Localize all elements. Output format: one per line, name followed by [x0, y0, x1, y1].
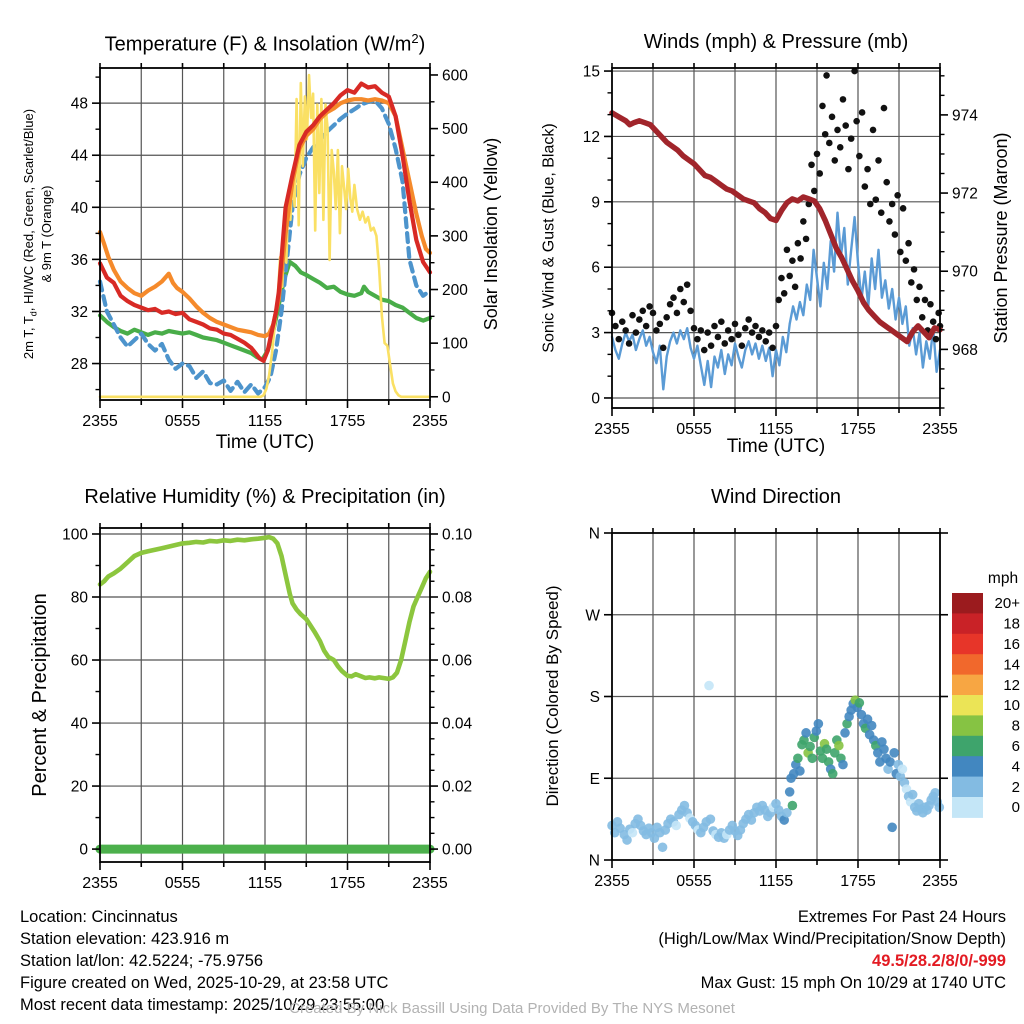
svg-text:100: 100: [62, 526, 88, 544]
humidity-precip-chart: [0, 464, 512, 904]
svg-text:10: 10: [1003, 697, 1020, 715]
svg-text:1155: 1155: [758, 873, 794, 890]
svg-text:0.04: 0.04: [442, 715, 473, 733]
svg-text:2355: 2355: [412, 875, 448, 892]
temperature-insolation-chart: [0, 0, 512, 470]
svg-text:28: 28: [70, 356, 88, 374]
svg-text:2355: 2355: [922, 873, 958, 890]
svg-text:9: 9: [591, 194, 600, 212]
svg-text:16: 16: [1003, 636, 1020, 653]
svg-text:14: 14: [1003, 656, 1020, 674]
svg-text:W: W: [585, 607, 600, 625]
station-latlon: Station lat/lon: 42.5224; -75.9756: [20, 952, 264, 970]
svg-text:12: 12: [1003, 676, 1020, 694]
mesonet-dashboard: 2355 0555 1155 1755 2355 28 32 36 40 44 48 0 100 200 300 400 500 600 2355 0555 1155 1755 2355 0 3 6 9 12 15 968 970 972 974 2355 0555 1155 1755 2355 0 20 40 60 80 100 0.00 0.02 0.04 0.06 0.08 0.10 2355 0555 1155 1755 2355 N E S W N 20+ 18 16 14 12 10 8 6 4 2 0 Temperature (F) & Insolation $(W/m^2)$ Winds (mph) & Pressure (mb) Relative Humidity (%) & Precipitation (in) Wind Direction Time (UTC) Time (UTC) 2m T, $T_d$, HI/WC (Red, Green, Scarlet/Blue) & 9m T (Orange) Solar Insolation (Yellow) Sonic Wind & Gust (Blue, Black) Station Pressure (Maroon) Percent & Precipitation Direction (Colored By Speed) mph Location: Cincinnatus Station elevation: 423.916 m Station lat/lon: 42.5224; -75.9756 Figure created on Wed, 2025-10-29, at 23:58 UTC Most recent data timestamp: 2025/10/29 23:55:00 Extremes For Past 24 Hours (High/Low/Max Wind/Precipitation/Snow Depth) 49.5/28.2/8/0/-999 Max Gust: 15 mph On 10/29 at 1740 UTC Created By Nick Bassill Using Data Provided By The NYS Mesonet: [0, 0, 1024, 1024]
extremes-values: 49.5/28.2/8/0/-999: [872, 952, 1006, 970]
credit-line: Created By Nick Bassill Using Data Provided By The NYS Mesonet: [289, 1000, 735, 1017]
svg-text:2355: 2355: [412, 413, 448, 430]
svg-text:970: 970: [952, 263, 978, 281]
svg-text:974: 974: [952, 107, 978, 125]
ticks: [62, 523, 472, 892]
svg-text:0555: 0555: [676, 873, 712, 890]
wind-direction-chart: [512, 464, 1024, 904]
svg-text:2355: 2355: [594, 421, 630, 438]
title-wind-direction: Wind Direction: [710, 486, 842, 508]
svg-text:0.02: 0.02: [442, 778, 473, 796]
gridlines: [100, 528, 430, 862]
svg-text:2355: 2355: [922, 421, 958, 438]
svg-text:972: 972: [952, 185, 978, 203]
extremes-block: [658, 906, 1006, 994]
svg-text:1755: 1755: [840, 873, 876, 890]
ticks: [585, 526, 958, 891]
svg-text:1155: 1155: [247, 875, 283, 892]
svg-text:968: 968: [952, 341, 978, 359]
title-temperature-insolation: Temperature (F) & Insolation $(W/m^2)$: [104, 31, 426, 56]
svg-text:1155: 1155: [247, 413, 283, 430]
extremes-title: Extremes For Past 24 Hours: [797, 908, 1006, 926]
title-winds-pressure: Winds (mph) & Pressure (mb): [643, 31, 909, 53]
svg-text:4: 4: [1011, 758, 1020, 776]
svg-text:0: 0: [79, 841, 88, 859]
svg-text:600: 600: [442, 67, 468, 85]
extremes-subtitle: (High/Low/Max Wind/Precipitation/Snow Depth): [658, 930, 1006, 948]
title-humidity-precip: Relative Humidity (%) & Precipitation (in): [84, 486, 446, 508]
svg-text:0.06: 0.06: [442, 652, 473, 670]
xlabel-time-utc-left: Time (UTC): [215, 432, 315, 453]
recent-timestamp: Most recent data timestamp: 2025/10/29 23:55:00: [20, 996, 385, 1014]
svg-text:1755: 1755: [329, 413, 366, 430]
svg-text:12: 12: [582, 128, 600, 146]
figure-created: Figure created on Wed, 2025-10-29, at 23:58 UTC: [20, 974, 389, 992]
svg-text:20: 20: [70, 778, 88, 796]
svg-text:1755: 1755: [840, 421, 876, 438]
svg-text:40: 40: [70, 715, 88, 733]
station-elevation: Station elevation: 423.916 m: [20, 930, 230, 948]
svg-text:32: 32: [70, 303, 88, 321]
svg-text:2: 2: [1011, 778, 1020, 796]
svg-text:6: 6: [1011, 738, 1020, 755]
svg-text:15: 15: [582, 63, 600, 81]
svg-text:44: 44: [70, 147, 88, 165]
max-gust: Max Gust: 15 mph On 10/29 at 1740 UTC: [700, 974, 1006, 992]
svg-text:20+: 20+: [994, 595, 1020, 613]
speed-colorbar: [952, 593, 1020, 818]
svg-text:60: 60: [70, 652, 88, 670]
svg-text:2355: 2355: [82, 413, 118, 430]
svg-text:48: 48: [70, 95, 88, 113]
svg-text:18: 18: [1003, 615, 1020, 633]
svg-text:0: 0: [442, 389, 451, 407]
svg-text:0555: 0555: [164, 413, 201, 430]
svg-text:N: N: [588, 852, 600, 870]
svg-text:8: 8: [1011, 717, 1020, 735]
svg-text:500: 500: [442, 121, 468, 139]
svg-text:0.00: 0.00: [442, 841, 473, 859]
svg-text:0555: 0555: [676, 421, 712, 438]
svg-text:200: 200: [442, 282, 468, 300]
svg-text:0: 0: [591, 390, 600, 408]
svg-text:2355: 2355: [594, 873, 630, 890]
svg-text:E: E: [589, 770, 600, 788]
svg-text:1755: 1755: [329, 875, 366, 892]
svg-text:S: S: [589, 689, 600, 706]
svg-text:80: 80: [70, 589, 88, 607]
svg-text:N: N: [588, 525, 600, 543]
svg-text:400: 400: [442, 174, 468, 192]
svg-text:1155: 1155: [758, 421, 794, 438]
svg-text:0555: 0555: [164, 875, 201, 892]
gridlines: [100, 68, 430, 400]
winds-pressure-chart: [512, 0, 1024, 470]
svg-text:0: 0: [1011, 799, 1020, 817]
svg-text:2355: 2355: [82, 875, 118, 892]
svg-text:36: 36: [70, 251, 88, 269]
svg-text:3: 3: [591, 325, 600, 343]
station-location: Location: Cincinnatus: [20, 908, 178, 926]
svg-text:300: 300: [442, 228, 468, 246]
xlabel-time-utc-right: Time (UTC): [726, 436, 826, 457]
colorbar-title-mph: mph: [987, 570, 1019, 587]
svg-text:0.08: 0.08: [442, 589, 473, 607]
svg-text:0.10: 0.10: [442, 526, 473, 544]
svg-text:6: 6: [591, 259, 600, 277]
svg-text:100: 100: [442, 335, 468, 353]
svg-text:40: 40: [70, 199, 88, 217]
